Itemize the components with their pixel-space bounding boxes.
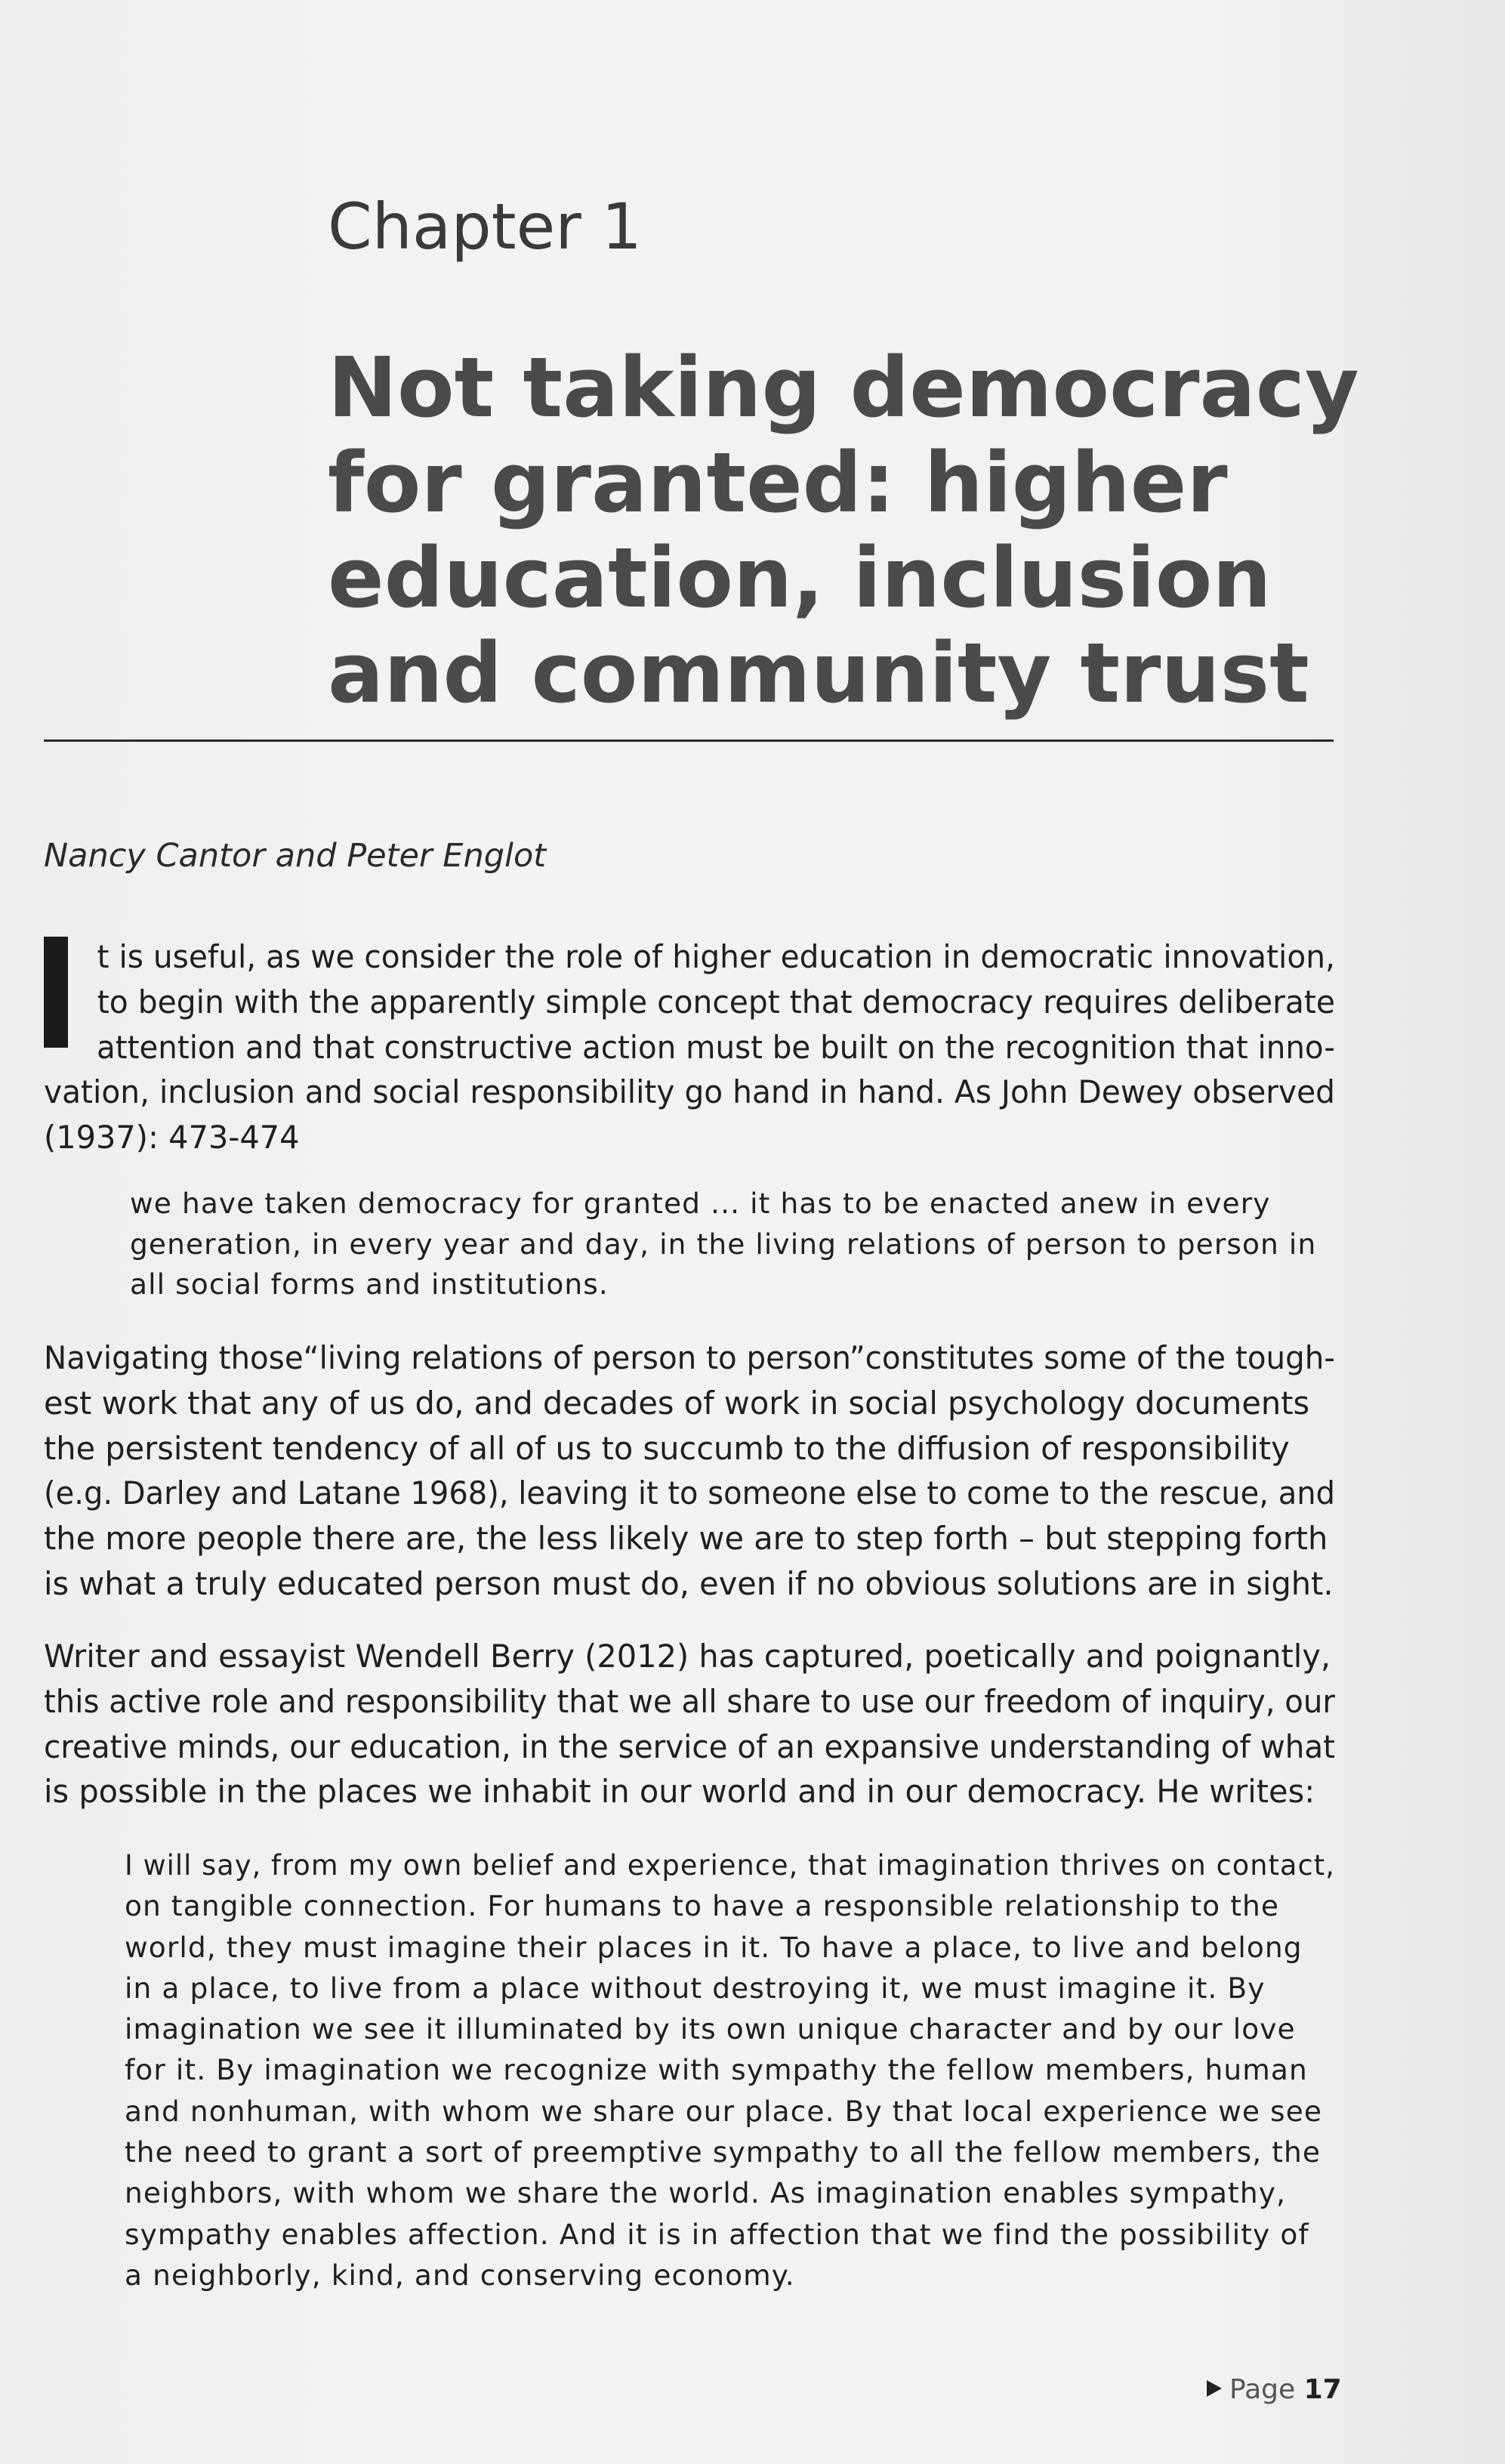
quote-line: the need to grant a sort of preemptive sympathy to all the fellow members, the [125,2135,1322,2169]
text-line: Navigating those“living relations of person to person”constitutes some of the tough- [44,1339,1335,1376]
text-line: est work that any of us do, and decades of work in social psychology documents [44,1384,1310,1422]
block-quote-berry [125,1845,1333,2296]
quote-line: for it. By imagination we recognize with sympathy the fellow members, human [125,2053,1308,2087]
paragraph-intro [44,934,1335,1160]
text-line: this active role and responsibility that we all share to use our freedom of inquiry, our [44,1682,1335,1720]
text-line: (1937): 473-474 [44,1119,300,1156]
triangle-right-icon [1207,2380,1222,2397]
quote-line: on tangible connection. For humans to have a responsible relationship to the [125,1889,1280,1923]
text-line: is what a truly educated person must do, even if no obvious solutions are in sight. [44,1564,1334,1602]
quote-line: world, they must imagine their places in it. To have a place, to live and belong [125,1930,1303,1964]
text-line: creative minds, our education, in the service of an expansive understanding of what [44,1728,1336,1765]
text-line: to begin with the apparently simple concept that democracy requires deliberate [97,983,1336,1020]
text-line: (e.g. Darley and Latane 1968), leaving it to someone else to come to the rescue, and [44,1474,1335,1512]
chapter-label: Chapter 1 [328,190,642,264]
paragraph-responsibility [44,1335,1335,1607]
page-number: 17 [1303,2374,1342,2405]
quote-line: neighbors, with whom we share the world. As imagination enables sympathy, [125,2176,1287,2210]
text-line: t is useful, as we consider the role of higher education in democratic innovation, [97,938,1335,975]
quote-line: in a place, to live from a place without destroying it, we must imagine it. By [125,1971,1266,2005]
chapter-title-line: for granted: higher [328,434,1228,531]
text-line: is possible in the places we inhabit in our world and in our democracy. He writes: [44,1773,1315,1811]
paragraph-berry [44,1634,1335,1814]
quote-line: and nonhuman, with whom we share our place. By that local experience we see [125,2094,1323,2128]
text-line: Writer and essayist Wendell Berry (2012) has captured, poetically and poignantly, [44,1638,1331,1675]
quote-line: we have taken democracy for granted ... it has to be enacted anew in every [130,1187,1271,1220]
chapter-title-line: Not taking democracy [328,339,1359,436]
page-label: Page [1229,2374,1296,2405]
quote-line: sympathy enables affection. And it is in affection that we find the possibility of [125,2217,1309,2251]
text-line: the more people there are, the less likely we are to step forth – but stepping forth [44,1520,1328,1558]
page-number-footer [1207,2374,1342,2405]
quote-line: a neighborly, kind, and conserving economy. [125,2258,795,2292]
text-line: attention and that constructive action must be built on the recognition that inno- [97,1028,1335,1066]
block-quote-dewey [130,1184,1338,1305]
title-divider [44,740,1334,742]
chapter-title-line: education, inclusion [328,530,1272,626]
quote-line: imagination we see it illuminated by its own unique character and by our love [125,2012,1296,2046]
text-line: vation, inclusion and social responsibility go hand in hand. As John Dewey observed [44,1073,1336,1111]
quote-line: I will say, from my own belief and experience, that imagination thrives on contact, [125,1848,1335,1882]
text-line: the persistent tendency of all of us to succumb to the diffusion of responsibility [44,1429,1290,1467]
quote-line: generation, in every year and day, in the living relations of person to person in [130,1227,1317,1261]
quote-line: all social forms and institutions. [130,1268,609,1301]
chapter-title [328,340,1385,721]
author-byline: Nancy Cantor and Peter Englot [44,837,547,875]
chapter-title-line: and community trust [328,625,1309,721]
